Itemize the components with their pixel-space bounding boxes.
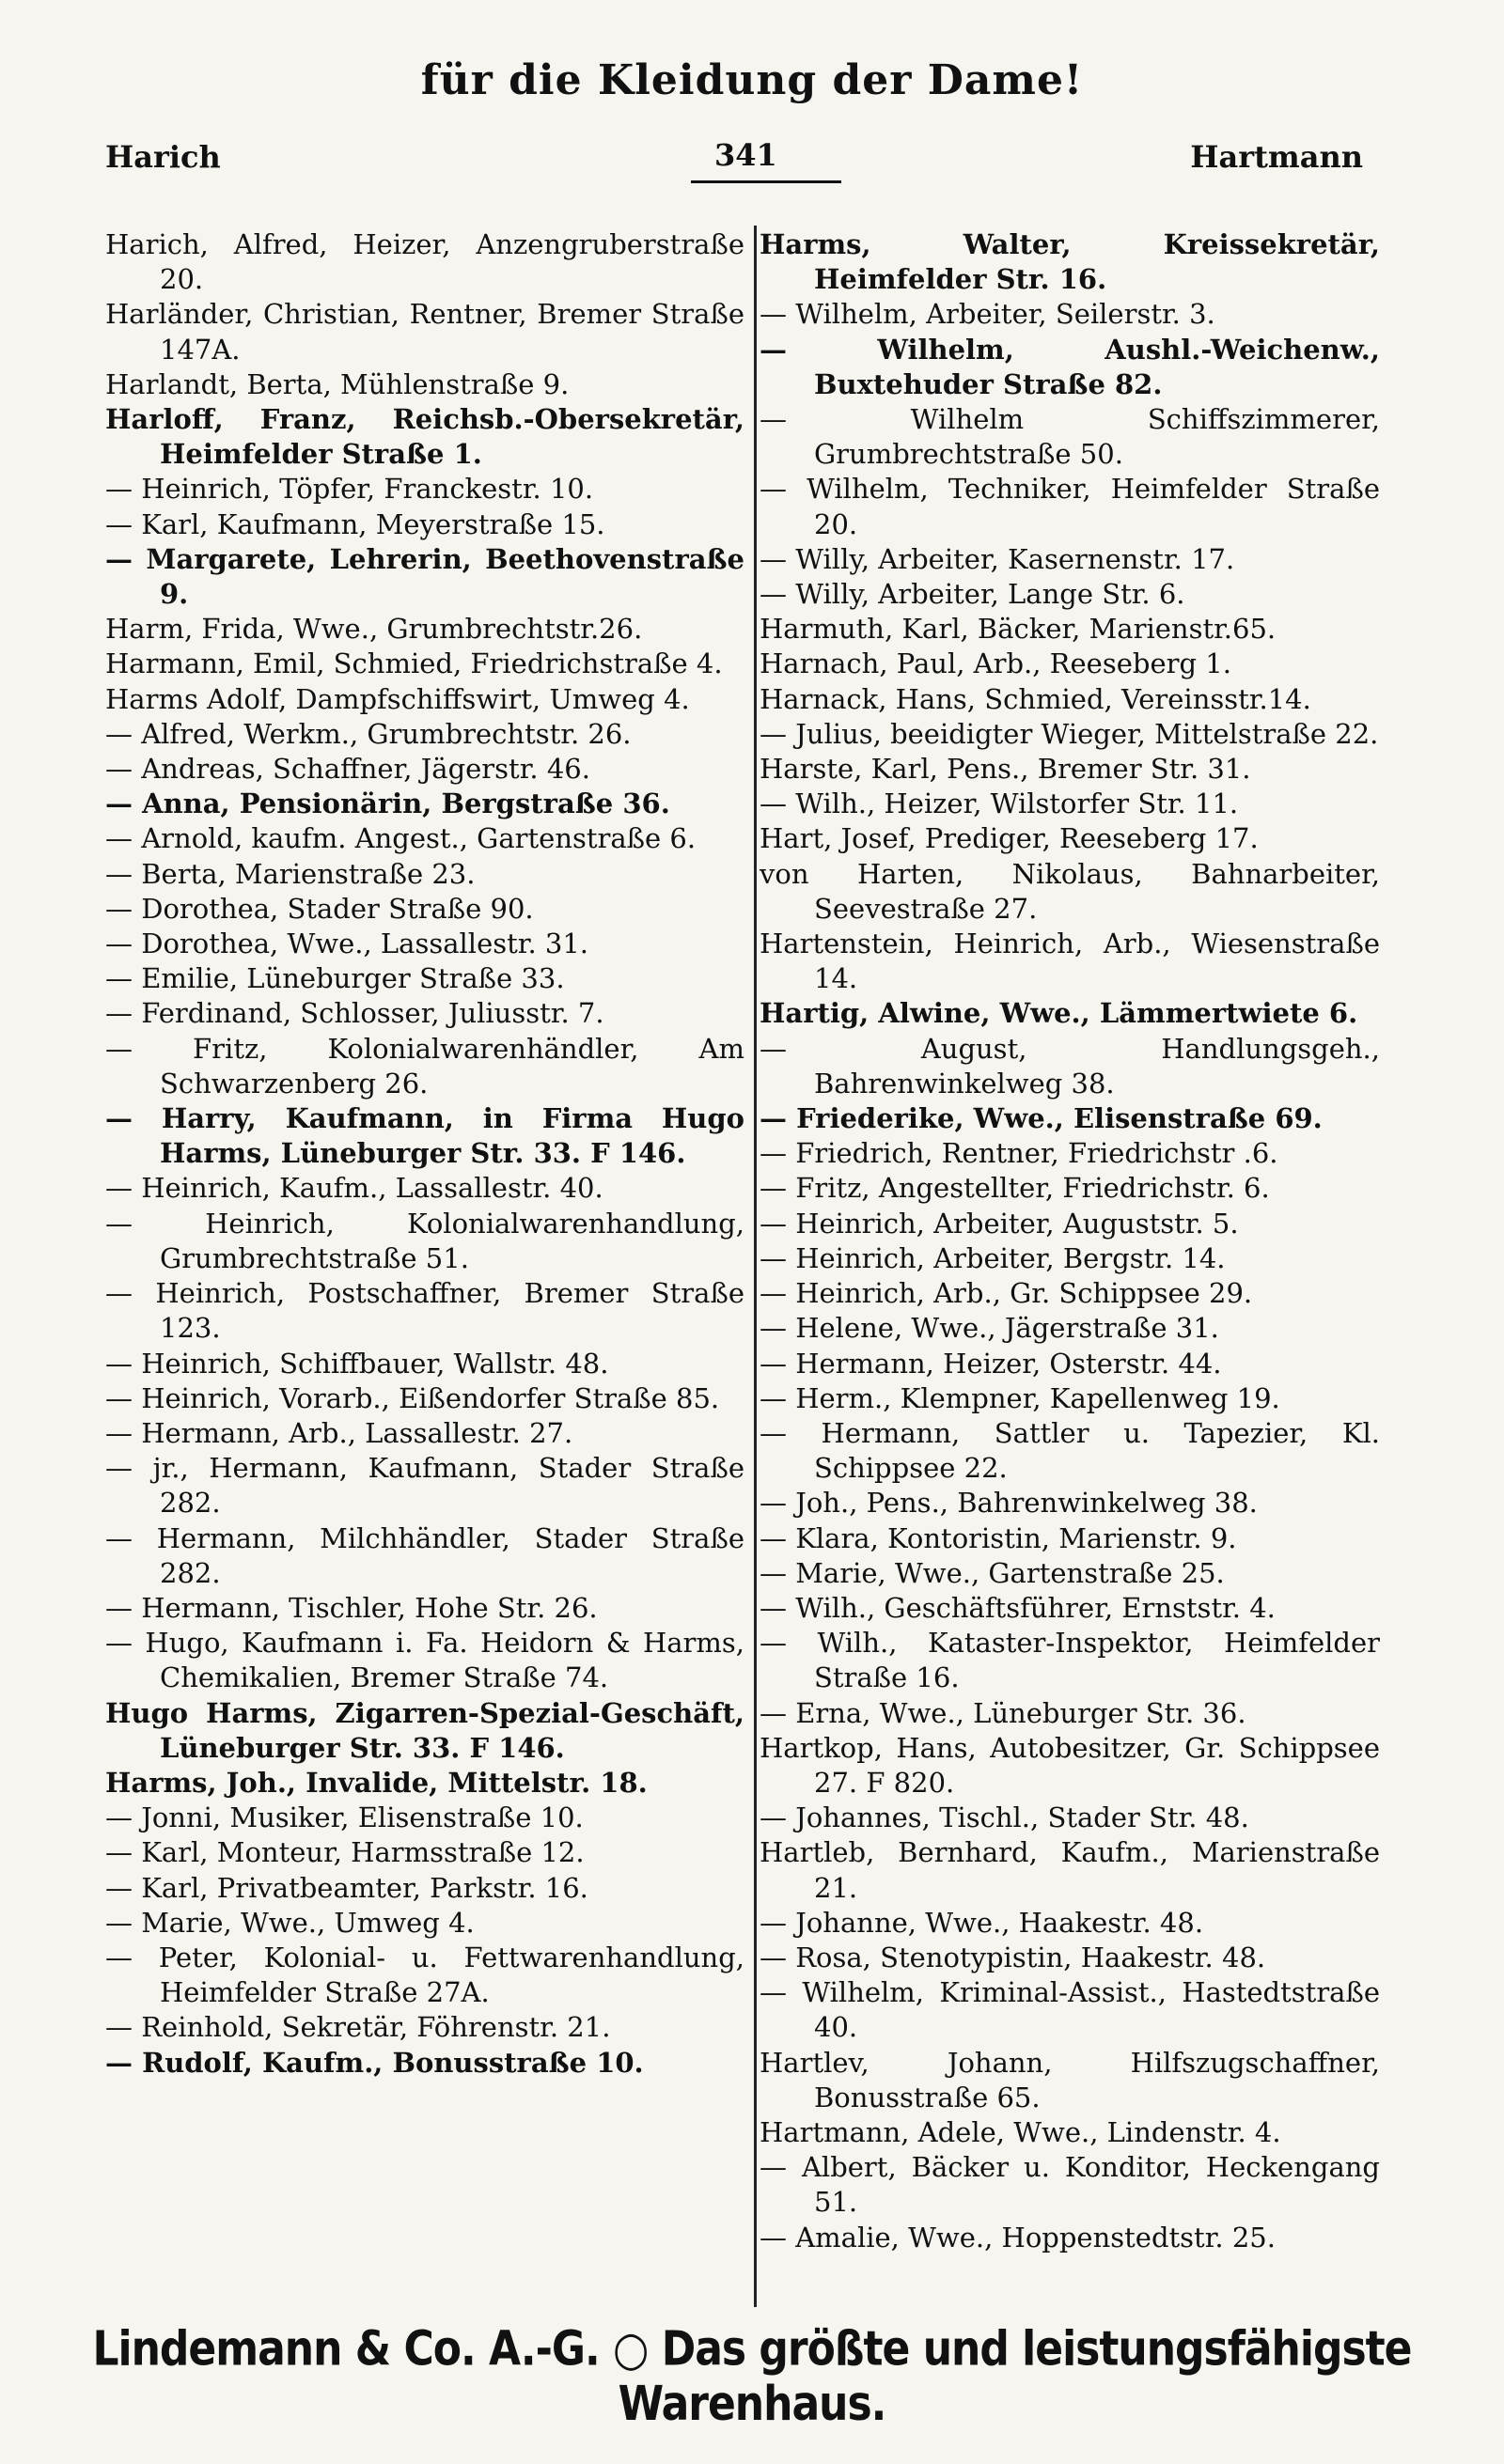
directory-entry: — Heinrich, Postschaffner, Bremer Straße 123. — [105, 1277, 744, 1345]
directory-entry: — Andreas, Schaffner, Jägerstr. 46. — [105, 753, 590, 786]
page-number-rule — [691, 180, 841, 183]
directory-entry: — Reinhold, Sekretär, Föhrenstr. 21. — [105, 2011, 611, 2044]
directory-entry: — Klara, Kontoristin, Marienstr. 9. — [760, 1521, 1237, 1554]
directory-entry: — Heinrich, Schiffbauer, Wallstr. 48. — [105, 1347, 609, 1380]
directory-entry: — Dorothea, Wwe., Lassallestr. 31. — [105, 928, 588, 960]
directory-entry: Harnach, Paul, Arb., Reeseberg 1. — [760, 647, 1231, 680]
directory-entry: — Johanne, Wwe., Haakestr. 48. — [760, 1906, 1204, 1939]
running-head-right: Hartmann — [1190, 139, 1363, 175]
directory-entry: — Heinrich, Arb., Gr. Schippsee 29. — [760, 1277, 1253, 1310]
directory-entry: — Karl, Privatbeamter, Parkstr. 16. — [105, 1871, 588, 1904]
directory-entry: — Herm., Klempner, Kapellenweg 19. — [760, 1381, 1280, 1414]
directory-entry: — Wilhelm, Techniker, Heimfelder Straße 20. — [760, 473, 1380, 540]
directory-entry: — Marie, Wwe., Umweg 4. — [105, 1906, 475, 1939]
directory-entry: — Wilh., Kataster-Inspektor, Heimfelder Straße 16. — [760, 1627, 1380, 1694]
page-number: 341 — [714, 137, 777, 173]
directory-entry: — Friederike, Wwe., Elisenstraße 69. — [760, 1102, 1323, 1135]
directory-entry: — Wilhelm Schiffszimmerer, Grumbrechtstraße 50. — [760, 403, 1380, 471]
directory-entry: — Willy, Arbeiter, Lange Str. 6. — [760, 578, 1185, 611]
directory-entry: — Berta, Marienstraße 23. — [105, 857, 476, 890]
right-column — [760, 227, 1380, 2255]
directory-entry: Harich, Alfred, Heizer, Anzengruberstraße 20. — [105, 228, 744, 296]
directory-entry: — Wilh., Heizer, Wilstorfer Str. 11. — [760, 788, 1239, 820]
directory-entry: — Hermann, Milchhändler, Stader Straße 282. — [105, 1521, 744, 1589]
directory-entry: Harloff, Franz, Reichsb.-Obersekretär, Heimfelder Straße 1. — [105, 403, 744, 471]
directory-entry: Harmann, Emil, Schmied, Friedrichstraße 4. — [105, 647, 723, 680]
directory-entry: — Wilh., Geschäftsführer, Ernststr. 4. — [760, 1591, 1276, 1624]
directory-entry: — Heinrich, Arbeiter, Auguststr. 5. — [760, 1207, 1239, 1240]
directory-entry: Harms, Joh., Invalide, Mittelstr. 18. — [105, 1766, 648, 1799]
directory-entry: — Jonni, Musiker, Elisenstraße 10. — [105, 1801, 584, 1834]
directory-entry: — Helene, Wwe., Jägerstraße 31. — [760, 1312, 1219, 1345]
directory-entry: — Hermann, Arb., Lassallestr. 27. — [105, 1416, 573, 1449]
directory-entry: von Harten, Nikolaus, Bahnarbeiter, Seevestraße 27. — [760, 857, 1380, 925]
left-column — [105, 227, 744, 2081]
directory-entry: — Heinrich, Kolonialwarenhandlung, Grumbrechtstraße 51. — [105, 1207, 744, 1274]
directory-entry: Harms, Walter, Kreissekretär, Heimfelder Str. 16. — [760, 228, 1380, 296]
directory-entry: Harms Adolf, Dampfschiffswirt, Umweg 4. — [105, 682, 690, 715]
directory-entry: — Friedrich, Rentner, Friedrichstr .6. — [760, 1137, 1278, 1170]
directory-entry: — Rudolf, Kaufm., Bonusstraße 10. — [105, 2046, 644, 2079]
directory-entry: — Amalie, Wwe., Hoppenstedtstr. 25. — [760, 2221, 1276, 2253]
directory-entry: — Wilhelm, Arbeiter, Seilerstr. 3. — [760, 298, 1215, 331]
directory-entry: — Arnold, kaufm. Angest., Gartenstraße 6. — [105, 822, 697, 855]
directory-entry: — Dorothea, Stader Straße 90. — [105, 892, 534, 925]
directory-entry: Harländer, Christian, Rentner, Bremer Straße 147A. — [105, 298, 744, 366]
directory-entry: — Margarete, Lehrerin, Beethovenstraße 9. — [105, 542, 744, 611]
directory-entry: Hartenstein, Heinrich, Arb., Wiesenstraße 14. — [760, 928, 1380, 995]
directory-entry: Hartkop, Hans, Autobesitzer, Gr. Schippsee 27. F 820. — [760, 1731, 1380, 1799]
directory-entry: — Anna, Pensionärin, Bergstraße 36. — [105, 788, 670, 820]
directory-entry: — Johannes, Tischl., Stader Str. 48. — [760, 1801, 1249, 1834]
directory-entry: — Fritz, Kolonialwarenhändler, Am Schwarzenberg 26. — [105, 1032, 744, 1099]
directory-entry: — Joh., Pens., Bahrenwinkelweg 38. — [760, 1487, 1258, 1520]
directory-entry: — Julius, beeidigter Wieger, Mittelstraße 22. — [760, 717, 1379, 750]
directory-entry: — Hermann, Heizer, Osterstr. 44. — [760, 1347, 1222, 1380]
directory-entry: Harm, Frida, Wwe., Grumbrechtstr.26. — [105, 613, 643, 646]
directory-entry: — Willy, Arbeiter, Kasernenstr. 17. — [760, 542, 1235, 575]
directory-entry: — Heinrich, Kaufm., Lassallestr. 40. — [105, 1172, 603, 1205]
directory-entry: — Karl, Monteur, Harmsstraße 12. — [105, 1836, 585, 1869]
directory-entry: — Albert, Bäcker u. Konditor, Heckengang 51. — [760, 2151, 1380, 2219]
directory-entry: Hartlev, Johann, Hilfszugschaffner, Bonusstraße 65. — [760, 2046, 1380, 2113]
directory-entry: — jr., Hermann, Kaufmann, Stader Straße 282. — [105, 1452, 744, 1520]
directory-entry: — Heinrich, Vorarb., Eißendorfer Straße 85. — [105, 1381, 720, 1414]
directory-entry: — Hermann, Tischler, Hohe Str. 26. — [105, 1591, 598, 1624]
directory-entry: — Erna, Wwe., Lüneburger Str. 36. — [760, 1696, 1246, 1729]
directory-entry: — Harry, Kaufmann, in Firma Hugo Harms, Lüneburger Str. 33. F 146. — [105, 1102, 744, 1170]
directory-entry: — Marie, Wwe., Gartenstraße 25. — [760, 1556, 1225, 1589]
directory-entry: — Wilhelm, Kriminal-Assist., Hastedtstraße 40. — [760, 1976, 1380, 2044]
directory-entry: — Karl, Kaufmann, Meyerstraße 15. — [105, 507, 605, 540]
directory-entry: — Fritz, Angestellter, Friedrichstr. 6. — [760, 1172, 1270, 1205]
directory-entry: Harste, Karl, Pens., Bremer Str. 31. — [760, 753, 1251, 786]
directory-entry: Harnack, Hans, Schmied, Vereinsstr.14. — [760, 682, 1311, 715]
directory-entry: Harlandt, Berta, Mühlenstraße 9. — [105, 367, 570, 400]
column-divider — [754, 226, 757, 2307]
directory-entry: — Heinrich, Töpfer, Franckestr. 10. — [105, 473, 594, 506]
directory-entry: Hart, Josef, Prediger, Reeseberg 17. — [760, 822, 1259, 855]
directory-entry: — Peter, Kolonial- u. Fettwarenhandlung, Heimfelder Straße 27A. — [105, 1941, 744, 2009]
directory-entry: Harmuth, Karl, Bäcker, Marienstr.65. — [760, 613, 1277, 646]
directory-entry: — Wilhelm, Aushl.-Weichenw., Buxtehuder Straße 82. — [760, 333, 1380, 400]
directory-entry: — Heinrich, Arbeiter, Bergstr. 14. — [760, 1241, 1226, 1274]
directory-entry: — Rosa, Stenotypistin, Haakestr. 48. — [760, 1941, 1266, 1973]
bottom-advertisement: Lindemann & Co. A.-G. ○ Das größte und leistungsfähigste Warenhaus. — [92, 2321, 1412, 2432]
directory-entry: — Hugo, Kaufmann i. Fa. Heidorn & Harms, Chemikalien, Bremer Straße 74. — [105, 1627, 744, 1694]
directory-entry: — Hermann, Sattler u. Tapezier, Kl. Schippsee 22. — [760, 1416, 1380, 1485]
directory-entry: — August, Handlungsgeh., Bahrenwinkelweg 38. — [760, 1032, 1380, 1099]
directory-entry: Hartig, Alwine, Wwe., Lämmertwiete 6. — [760, 997, 1358, 1030]
directory-entry: — Alfred, Werkm., Grumbrechtstr. 26. — [105, 717, 632, 750]
directory-entry: — Ferdinand, Schlosser, Juliusstr. 7. — [105, 997, 604, 1030]
running-head-left: Harich — [105, 139, 221, 175]
directory-entry: Hartleb, Bernhard, Kaufm., Marienstraße 21. — [760, 1836, 1380, 1904]
directory-entry: Hugo Harms, Zigarren-Spezial-Geschäft, Lüneburger Str. 33. F 146. — [105, 1696, 744, 1764]
top-advertisement: für die Kleidung der Dame! — [420, 56, 1084, 104]
directory-entry: — Emilie, Lüneburger Straße 33. — [105, 962, 565, 995]
directory-entry: Hartmann, Adele, Wwe., Lindenstr. 4. — [760, 2115, 1281, 2148]
